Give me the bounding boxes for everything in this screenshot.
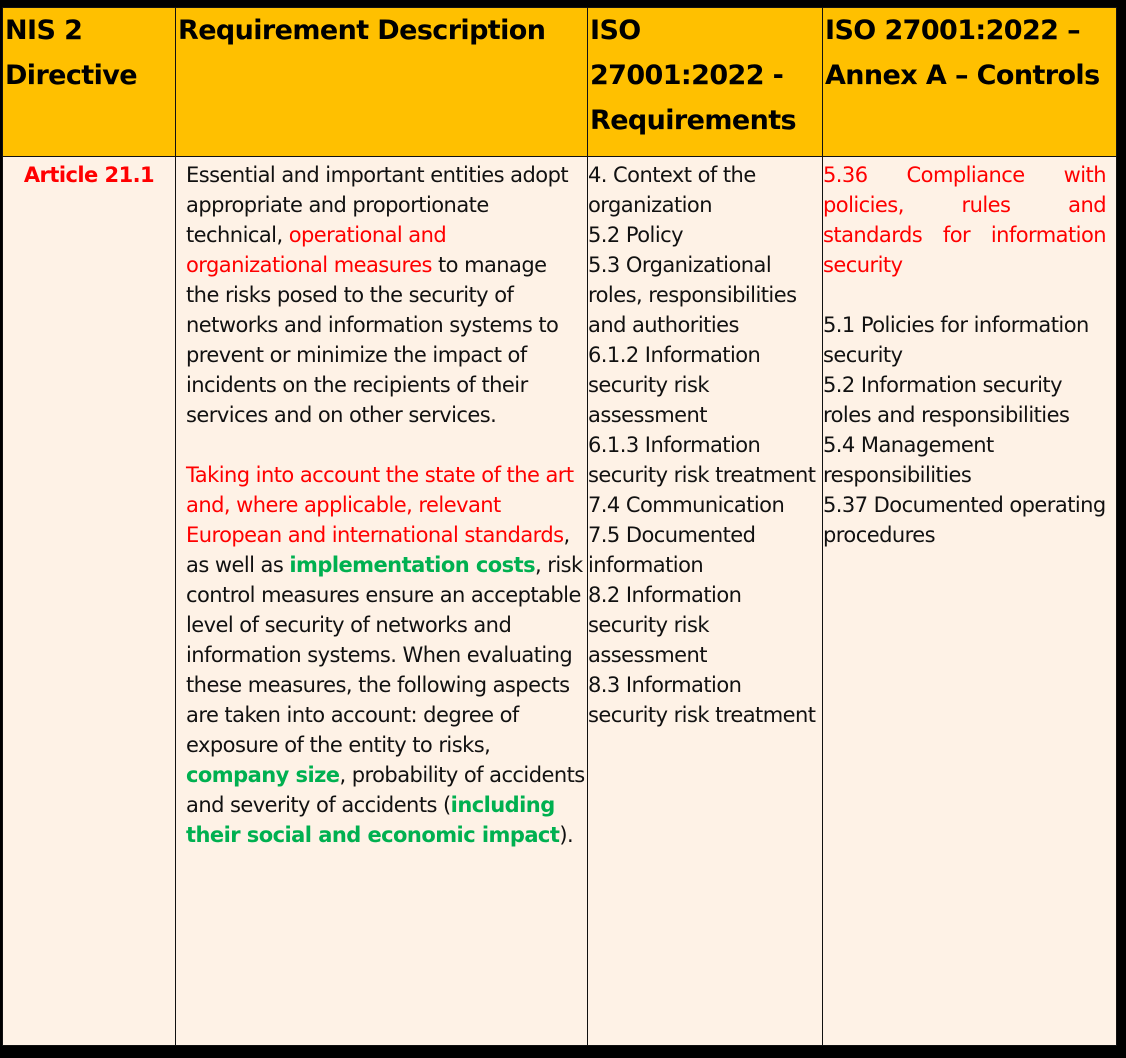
paragraph-gap	[186, 430, 585, 460]
header-annex-a-controls: ISO 27001:2022 – Annex A – Controls	[823, 8, 1117, 157]
annex-control-item: 5.4 Management responsibilities	[823, 433, 994, 487]
iso-requirements-cell	[588, 157, 823, 1046]
table-row	[3, 157, 1117, 1046]
iso-requirement-item: 7.5 Documented information	[588, 523, 756, 577]
header-nis2-directive: NIS 2 Directive	[3, 8, 176, 157]
annex-control-item: 5.2 Information security roles and responsibilities	[823, 373, 1070, 427]
description-text: Essential and important entities adopt appropriate and proportionate technical,	[186, 163, 569, 247]
article-reference: Article 21.1	[23, 163, 155, 187]
iso-requirement-item: 4. Context of the organization	[588, 163, 756, 217]
highlight-red: Taking into account the state of the art and, where applicable, relevant European and international standards	[186, 463, 574, 547]
iso-requirement-item: 6.1.3 Information security risk treatment	[588, 433, 816, 487]
annex-a-controls-cell	[823, 157, 1117, 1046]
highlight-green: company size	[186, 763, 340, 787]
header-iso-requirements: ISO 27001:2022 - Requirements	[588, 8, 823, 157]
nis2-iso-mapping-table	[2, 7, 1117, 1046]
description-text: , probability of accidents and severity of accidents (	[186, 763, 585, 817]
header-row	[3, 8, 1117, 157]
iso-requirement-item: 5.2 Policy	[588, 223, 683, 247]
mapping-table-frame	[2, 7, 1116, 1046]
header-requirement-description: Requirement Description	[176, 8, 588, 157]
description-paragraph-1	[186, 160, 585, 430]
description-cell	[176, 157, 588, 1046]
annex-control-item: 5.1 Policies for information security	[823, 313, 1089, 367]
paragraph-gap	[823, 280, 1106, 310]
description-text: , risk control measures ensure an acceptable level of security of networks and information systems. When evaluating these measures, the following aspects are taken into account: degree of exposure of the entity to risks,	[186, 553, 583, 757]
highlight-green: implementation costs	[289, 553, 536, 577]
annex-control-item: 5.37 Documented operating procedures	[823, 493, 1106, 547]
iso-requirement-item: 7.4 Communication	[588, 493, 785, 517]
iso-requirement-item: 8.3 Information security risk treatment	[588, 673, 816, 727]
iso-requirement-item: 6.1.2 Information security risk assessment	[588, 343, 761, 427]
description-text: to manage the risks posed to the security of networks and information systems to prevent or minimize the impact of incidents on the recipients of their services and on other services.	[186, 253, 559, 427]
article-cell	[3, 157, 176, 1046]
highlight-red: operational and organizational measures	[186, 223, 447, 277]
description-text: ).	[559, 823, 574, 847]
description-paragraph-2	[186, 460, 585, 850]
highlighted-control: 5.36 Compliance with policies, rules and standards for information security	[823, 163, 1106, 277]
iso-requirement-item: 5.3 Organizational roles, responsibilities and authorities	[588, 253, 797, 337]
iso-requirement-item: 8.2 Information security risk assessment	[588, 583, 742, 667]
highlight-green: including their social and economic impact	[186, 793, 560, 847]
description-text: , as well as	[186, 523, 570, 577]
